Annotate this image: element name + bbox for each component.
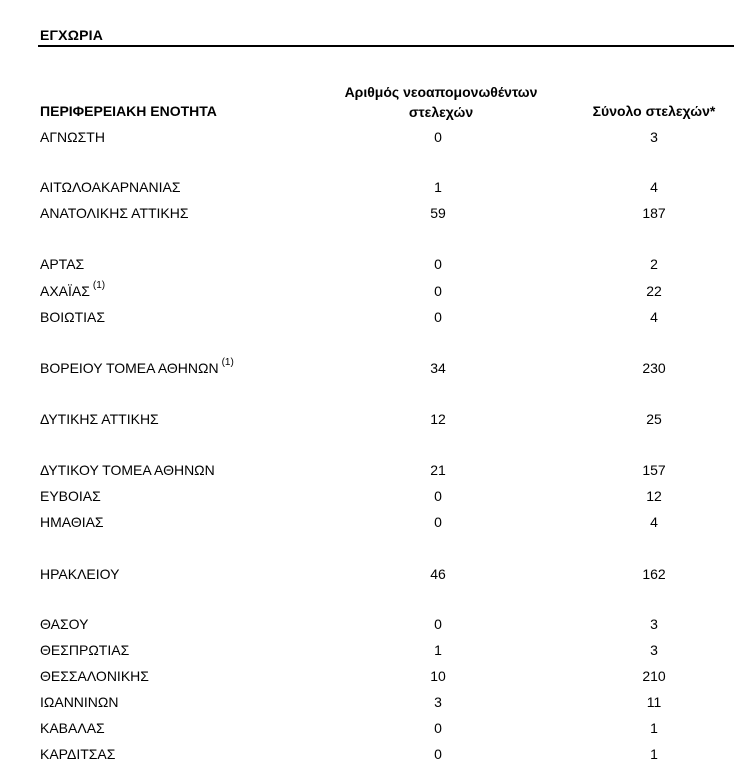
total-value: 3 [650, 129, 658, 145]
new-isolated-value: 0 [434, 309, 442, 325]
footnote-marker: (1) [92, 280, 106, 291]
total-value: 4 [650, 514, 658, 530]
total-value: 187 [642, 205, 666, 221]
table-row [0, 357, 734, 378]
table-row [0, 514, 734, 532]
region-name: ΑΡΤΑΣ [40, 256, 85, 272]
total-value: 1 [650, 720, 658, 736]
region-name: ΚΑΒΑΛΑΣ [40, 720, 105, 736]
footnote-marker: (1) [221, 357, 234, 368]
new-isolated-value: 3 [434, 694, 442, 710]
region-name: ΔΥΤΙΚΗΣ ΑΤΤΙΚΗΣ [40, 411, 159, 427]
table-row [0, 746, 734, 764]
region-name: ΔΥΤΙΚΟΥ ΤΟΜΕΑ ΑΘΗΝΩΝ [40, 462, 215, 478]
total-value: 22 [646, 283, 662, 299]
total-value: 3 [650, 642, 658, 658]
table-row [0, 256, 734, 274]
table-row [0, 309, 734, 327]
new-isolated-value: 59 [430, 205, 446, 221]
table-row [0, 129, 734, 147]
new-isolated-value: 21 [430, 462, 446, 478]
table-row [0, 694, 734, 712]
total-value: 210 [642, 668, 666, 684]
column-header-new-isolated-line1: Αριθμός νεοαπομονωθέντων [344, 84, 538, 100]
table-row [0, 616, 734, 634]
new-isolated-value: 0 [434, 256, 442, 272]
new-isolated-value: 0 [434, 746, 442, 762]
region-name: ΑΙΤΩΛΟΑΚΑΡΝΑΝΙΑΣ [40, 179, 181, 195]
new-isolated-value: 46 [430, 566, 446, 582]
region-name: ΘΑΣΟΥ [40, 616, 89, 632]
total-value: 12 [646, 488, 662, 504]
new-isolated-value: 0 [434, 616, 442, 632]
new-isolated-value: 10 [430, 668, 446, 684]
total-value: 11 [646, 694, 662, 710]
region-name: ΘΕΣΣΑΛΟΝΙΚΗΣ [40, 668, 149, 684]
table-row [0, 668, 734, 686]
new-isolated-value: 0 [434, 720, 442, 736]
section-title: ΕΓΧΩΡΙΑ [40, 27, 104, 43]
table-row [0, 462, 734, 480]
column-header-new-isolated-line2: στελεχών [408, 104, 474, 120]
region-name: ΒΟΡΕΙΟΥ ΤΟΜΕΑ ΑΘΗΝΩΝ $^{(1)}$ [40, 357, 234, 376]
new-isolated-value: 1 [434, 179, 442, 195]
region-name: ΗΡΑΚΛΕΙΟΥ [40, 566, 120, 582]
region-name: ΒΟΙΩΤΙΑΣ [40, 309, 106, 325]
table-row [0, 179, 734, 197]
table-row [0, 205, 734, 223]
region-name: ΑΓΝΩΣΤΗ [40, 129, 105, 145]
new-isolated-value: 12 [430, 411, 446, 427]
table-row [0, 642, 734, 660]
table-row [0, 488, 734, 506]
new-isolated-value: 1 [434, 642, 442, 658]
table-row [0, 720, 734, 738]
table-row [0, 280, 734, 301]
region-name: ΑΧΑΪΑΣ $^{(1)}$ [40, 280, 106, 299]
column-header-region: ΠΕΡΙΦΕΡΕΙΑΚΗ ΕΝΟΤΗΤΑ [40, 103, 217, 119]
total-value: 4 [650, 309, 658, 325]
region-name: ΕΥΒΟΙΑΣ [40, 488, 101, 504]
region-name: ΙΩΑΝΝΙΝΩΝ [40, 694, 119, 710]
total-value: 3 [650, 616, 658, 632]
new-isolated-value: 34 [430, 360, 446, 376]
total-value: 157 [642, 462, 666, 478]
new-isolated-value: 0 [434, 129, 442, 145]
region-name: ΘΕΣΠΡΩΤΙΑΣ [40, 642, 130, 658]
column-header-total: Σύνολο στελεχών* [592, 103, 716, 119]
total-value: 162 [642, 566, 666, 582]
header-rule [38, 45, 734, 47]
table-row [0, 566, 734, 584]
region-name: ΗΜΑΘΙΑΣ [40, 514, 104, 530]
new-isolated-value: 0 [434, 283, 442, 299]
total-value: 1 [650, 746, 658, 762]
table-row [0, 411, 734, 429]
column-header-new-isolated [310, 82, 572, 122]
new-isolated-value: 0 [434, 488, 442, 504]
total-value: 230 [642, 360, 666, 376]
total-value: 25 [646, 411, 662, 427]
region-name: ΚΑΡΔΙΤΣΑΣ [40, 746, 116, 762]
region-name: ΑΝΑΤΟΛΙΚΗΣ ΑΤΤΙΚΗΣ [40, 205, 189, 221]
total-value: 2 [650, 256, 658, 272]
total-value: 4 [650, 179, 658, 195]
new-isolated-value: 0 [434, 514, 442, 530]
